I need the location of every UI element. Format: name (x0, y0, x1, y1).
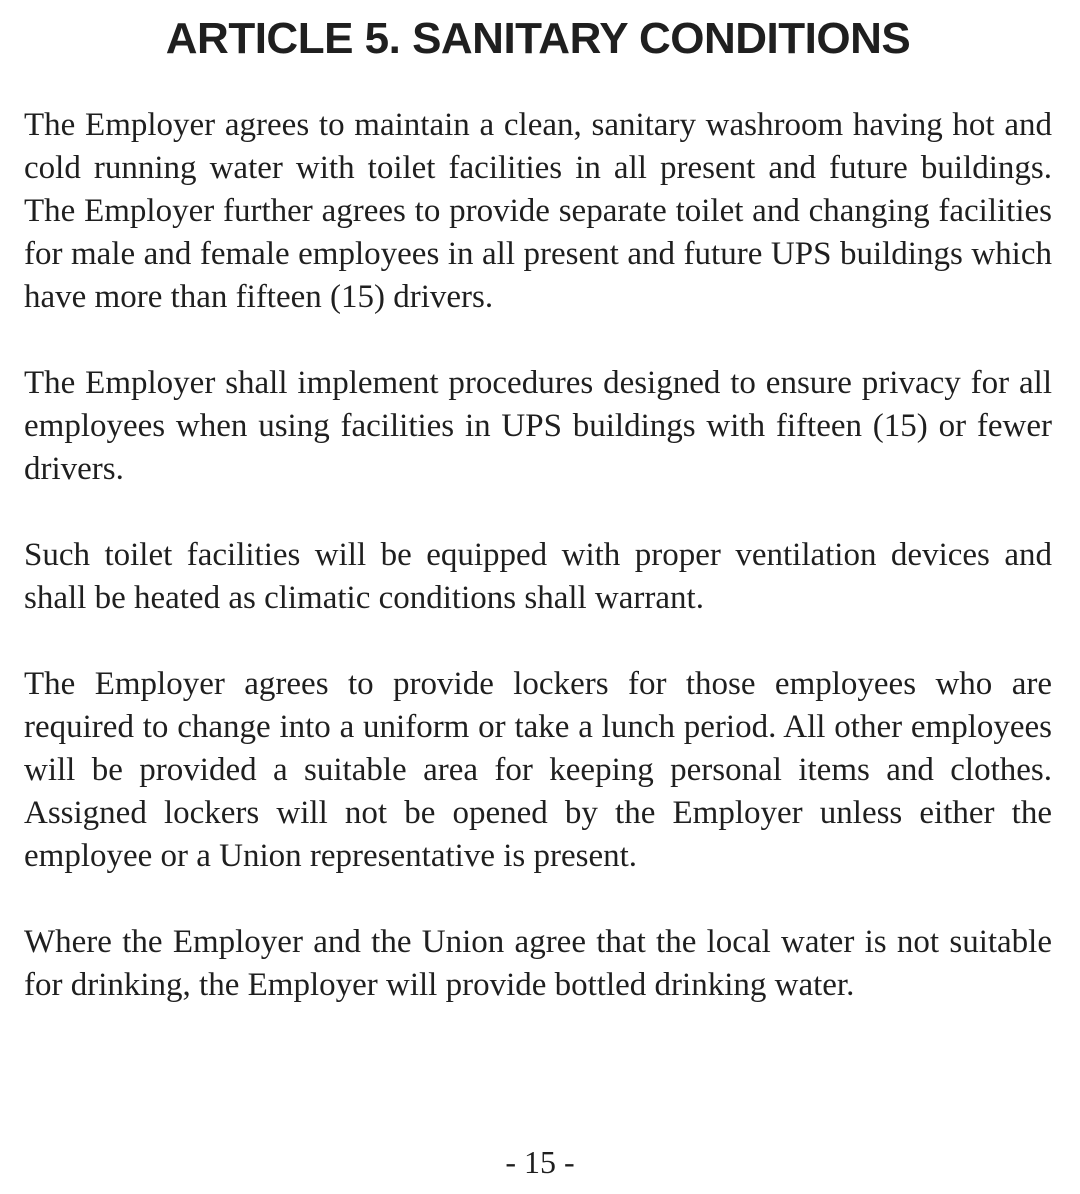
paragraph-ventilation: Such toilet facilities will be equipped with proper ventilation devices and shall be heated as climatic conditions shall warrant. (24, 537, 1052, 616)
document-page (24, 0, 1052, 1194)
paragraph-lockers: The Employer agrees to provide lockers for those employees who are required to change into a uniform or take a lunch period. All other employees will be provided a suitable area for keeping personal items and clothes. Assigned lockers will not be opened by the Employer unless either the employee or a Union representative is present. (24, 666, 1052, 874)
paragraph-drinking-water: Where the Employer and the Union agree that the local water is not suitable for drinking, the Employer will provide bottled drinking water. (24, 924, 1052, 1003)
article-body (24, 104, 1052, 1007)
article-title: ARTICLE 5. SANITARY CONDITIONS (165, 14, 911, 63)
paragraph-privacy: The Employer shall implement procedures designed to ensure privacy for all employees when using facilities in UPS buildings with fifteen (15) or fewer drivers. (24, 365, 1052, 487)
paragraph-washroom: The Employer agrees to maintain a clean, sanitary washroom having hot and cold running water with toilet facilities in all present and future buildings. The Employer further agrees to provide separate toilet and changing facilities for male and female employees in all present and future UPS buildings which have more than fifteen (15) drivers. (24, 107, 1052, 315)
page-number: - 15 - (505, 1144, 575, 1180)
